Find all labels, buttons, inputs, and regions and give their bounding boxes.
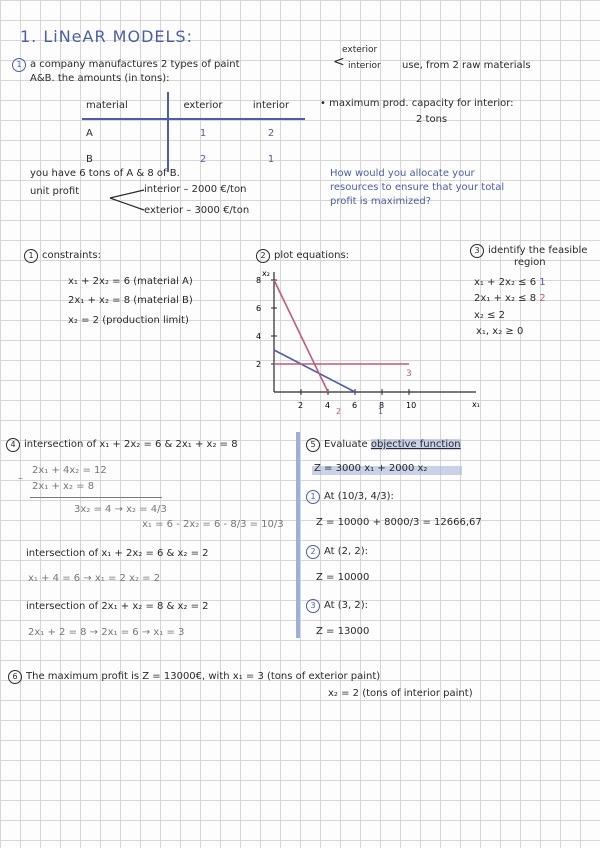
elimination-line: 2x₁ + 4x₂ = 12 [32,465,107,476]
eval-label: At (2, 2): [324,546,369,557]
feasible-title-2: region [514,257,546,268]
eval-point-a [306,490,394,504]
feasible-tag-2: 2 [539,293,546,304]
have-text: you have 6 tons of A & 8 of B. [30,168,180,179]
y-tick-label: 8 [256,276,262,285]
x-tick-label: 10 [406,401,417,410]
x-tick-label: 6 [352,401,358,410]
intersection-2-calc: x₁ + 4 = 6 → x₁ = 2 x₂ = 2 [28,573,161,584]
plot-title: plot equations: [274,250,350,261]
feasible-title: identify the feasible [488,245,588,256]
evaluate-heading [306,438,461,452]
x-axis-label: x₁ [472,400,480,409]
eval-calc-a: Z = 10000 + 8000/3 = 12666,67 [316,517,482,528]
eval-label: At (10/3, 4/3): [324,491,394,502]
table-cell: 1 [168,119,237,146]
objective-function-label: objective function [370,439,461,450]
question-line: How would you allocate your [330,168,475,179]
eval-number: 2 [306,545,320,559]
materials-table [82,92,305,172]
intersection-3-title: intersection of 2x₁ + x₂ = 8 & x₂ = 2 [26,601,209,612]
eval-calc-c: Z = 13000 [316,626,370,637]
y-tick-label: 6 [256,304,262,313]
section-number: 2 [256,249,270,263]
line-tag-3: 3 [406,369,412,379]
section-number: 5 [306,438,320,452]
constraints-heading [24,249,101,263]
constraint-line: x₁ + 2x₂ = 6 (material A) [68,276,193,287]
feasible-line: x₁ + 2x₂ ≤ 6 1 [474,277,546,288]
table-cell: 2 [168,146,237,172]
constraint-line: x₂ = 2 (production limit) [68,315,189,326]
page-title: 1. LiNeAR MODELS: [20,27,193,46]
conclusion-text: The maximum profit is Z = 13000€, with x₁ = 3 (tons of exterior paint) [26,671,381,682]
eval-point-c [306,599,368,613]
problem-line-1 [12,58,240,72]
intersection-title: intersection of x₁ + 2x₂ = 6 & 2x₁ + x₂ = 8 [24,439,238,450]
feasible-heading [470,244,587,258]
table-cell: 1 [267,153,275,165]
eval-point-b [306,545,368,559]
objective-function: Z = 3000 x₁ + 2000 x₂ [314,463,428,474]
table-cell: A [86,127,93,139]
feasible-line: x₂ ≤ 2 [474,310,506,321]
x-tick-label: 8 [379,401,385,410]
section-number: 3 [470,244,484,258]
problem-line-2: A&B. the amounts (in tons): [30,73,170,84]
section-number: 1 [24,249,38,263]
table-cell: B [86,153,93,165]
minus-sign: – [18,473,23,484]
constraint-line-1 [274,350,355,392]
question-line: profit is maximized? [330,196,432,207]
table-cell: 2 [267,127,275,139]
constraint-plot [240,262,490,422]
intersection-3-calc: 2x₁ + 2 = 8 → 2x₁ = 6 → x₁ = 3 [28,627,185,638]
problem-number: 1 [12,58,26,72]
evaluate-title: Evaluate [324,439,368,450]
column-divider [296,432,300,638]
elimination-line: 2x₁ + x₂ = 8 [32,481,95,492]
line-tag-2: 2 [336,407,342,416]
section-number: 4 [6,438,20,452]
intersection-heading [6,438,238,452]
sum-line [30,497,162,498]
conclusion-line-2: x₂ = 2 (tons of interior paint) [328,688,473,699]
section-number: 6 [8,670,22,684]
constraint-line: 2x₁ + x₂ = 8 (material B) [68,295,193,306]
y-axis-label: x₂ [262,269,270,278]
eval-number: 3 [306,599,320,613]
conclusion-line-1 [8,670,380,684]
table-header: exterior [168,92,237,119]
brace: < [333,54,345,70]
question-line: resources to ensure that your total [330,182,505,193]
profit-exterior: exterior – 3000 €/ton [144,205,250,216]
unit-profit-label: unit profit [30,186,80,197]
elimination-result: 3x₂ = 4 → x₂ = 4/3 [74,504,167,515]
intersection-2-title: intersection of x₁ + 2x₂ = 6 & x₂ = 2 [26,548,209,559]
table-header: material [82,92,168,119]
y-tick-label: 4 [256,332,262,341]
constraints-title: constraints: [42,250,101,261]
line-tag-1: 1 [378,407,384,416]
problem-text: a company manufactures 2 types of paint [30,59,240,70]
eval-label: At (3, 2): [324,600,369,611]
capacity-label: • maximum prod. capacity for interior: [320,98,514,109]
profit-interior: interior – 2000 €/ton [144,184,247,195]
eval-calc-b: Z = 10000 [316,572,370,583]
constraint-line-2 [274,280,328,392]
eval-number: 1 [306,490,320,504]
plot-heading [256,249,349,263]
x-tick-label: 4 [325,401,331,410]
problem-line-1-end: use, from 2 raw materials [402,60,531,71]
elimination-x1: x₁ = 6 - 2x₂ = 6 - 8/3 = 10/3 [142,519,284,530]
feasible-tag-1: 1 [539,277,546,288]
feasible-line: 2x₁ + x₂ ≤ 8 2 [474,293,546,304]
profit-bracket [108,186,148,214]
table-header: interior [237,92,305,119]
paint-exterior: exterior [342,45,378,55]
paint-interior: interior [348,61,381,71]
x-tick-label: 2 [298,401,304,410]
y-tick-label: 2 [256,360,262,369]
feasible-line: x₁, x₂ ≥ 0 [476,326,524,337]
capacity-value: 2 tons [416,114,448,125]
